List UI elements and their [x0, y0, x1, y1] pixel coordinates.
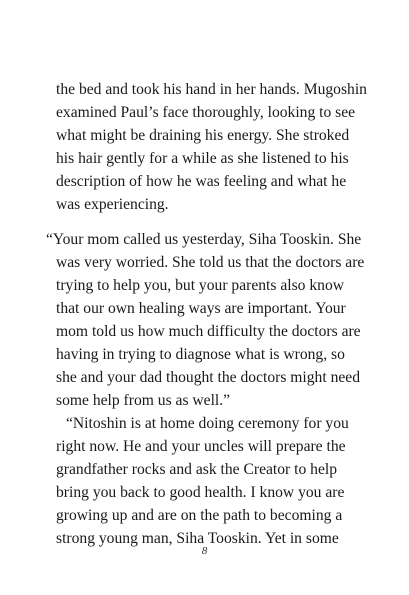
page-number: 8	[201, 545, 208, 557]
text-line: grandfather rocks and ask the Creator to help	[56, 461, 338, 478]
text-line: his hair gently for a while as she listened to his	[56, 150, 349, 167]
text-line: was very worried. She told us that the doctors are	[56, 254, 365, 271]
text-line: some help from us as well.”	[56, 392, 231, 409]
text-line: examined Paul’s face thoroughly, looking to see	[56, 104, 356, 121]
text-line: “Nitoshin is at home doing ceremony for you	[66, 415, 349, 432]
text-line: bring you back to good health. I know you are	[56, 484, 345, 501]
text-line: right now. He and your uncles will prepare the	[56, 438, 346, 455]
text-line: that our own healing ways are important. Your	[56, 300, 346, 317]
text-line: description of how he was feeling and what he	[56, 173, 347, 190]
text-line: what might be draining his energy. She stroked	[56, 127, 350, 144]
text-line: strong young man, Siha Tooskin. Yet in some	[56, 530, 339, 547]
text-line: “Your mom called us yesterday, Siha Tooskin. She	[46, 231, 362, 248]
text-line: growing up and are on the path to becoming a	[56, 507, 343, 524]
text-line: she and your dad thought the doctors might need	[56, 369, 361, 386]
text-line: trying to help you, but your parents also know	[56, 277, 345, 294]
text-line: having in trying to diagnose what is wrong, so	[56, 346, 345, 363]
text-line: mom told us how much difficulty the doctors are	[56, 323, 361, 340]
text-line: was experiencing.	[56, 196, 169, 213]
text-line: the bed and took his hand in her hands. Mugoshin	[56, 81, 367, 98]
